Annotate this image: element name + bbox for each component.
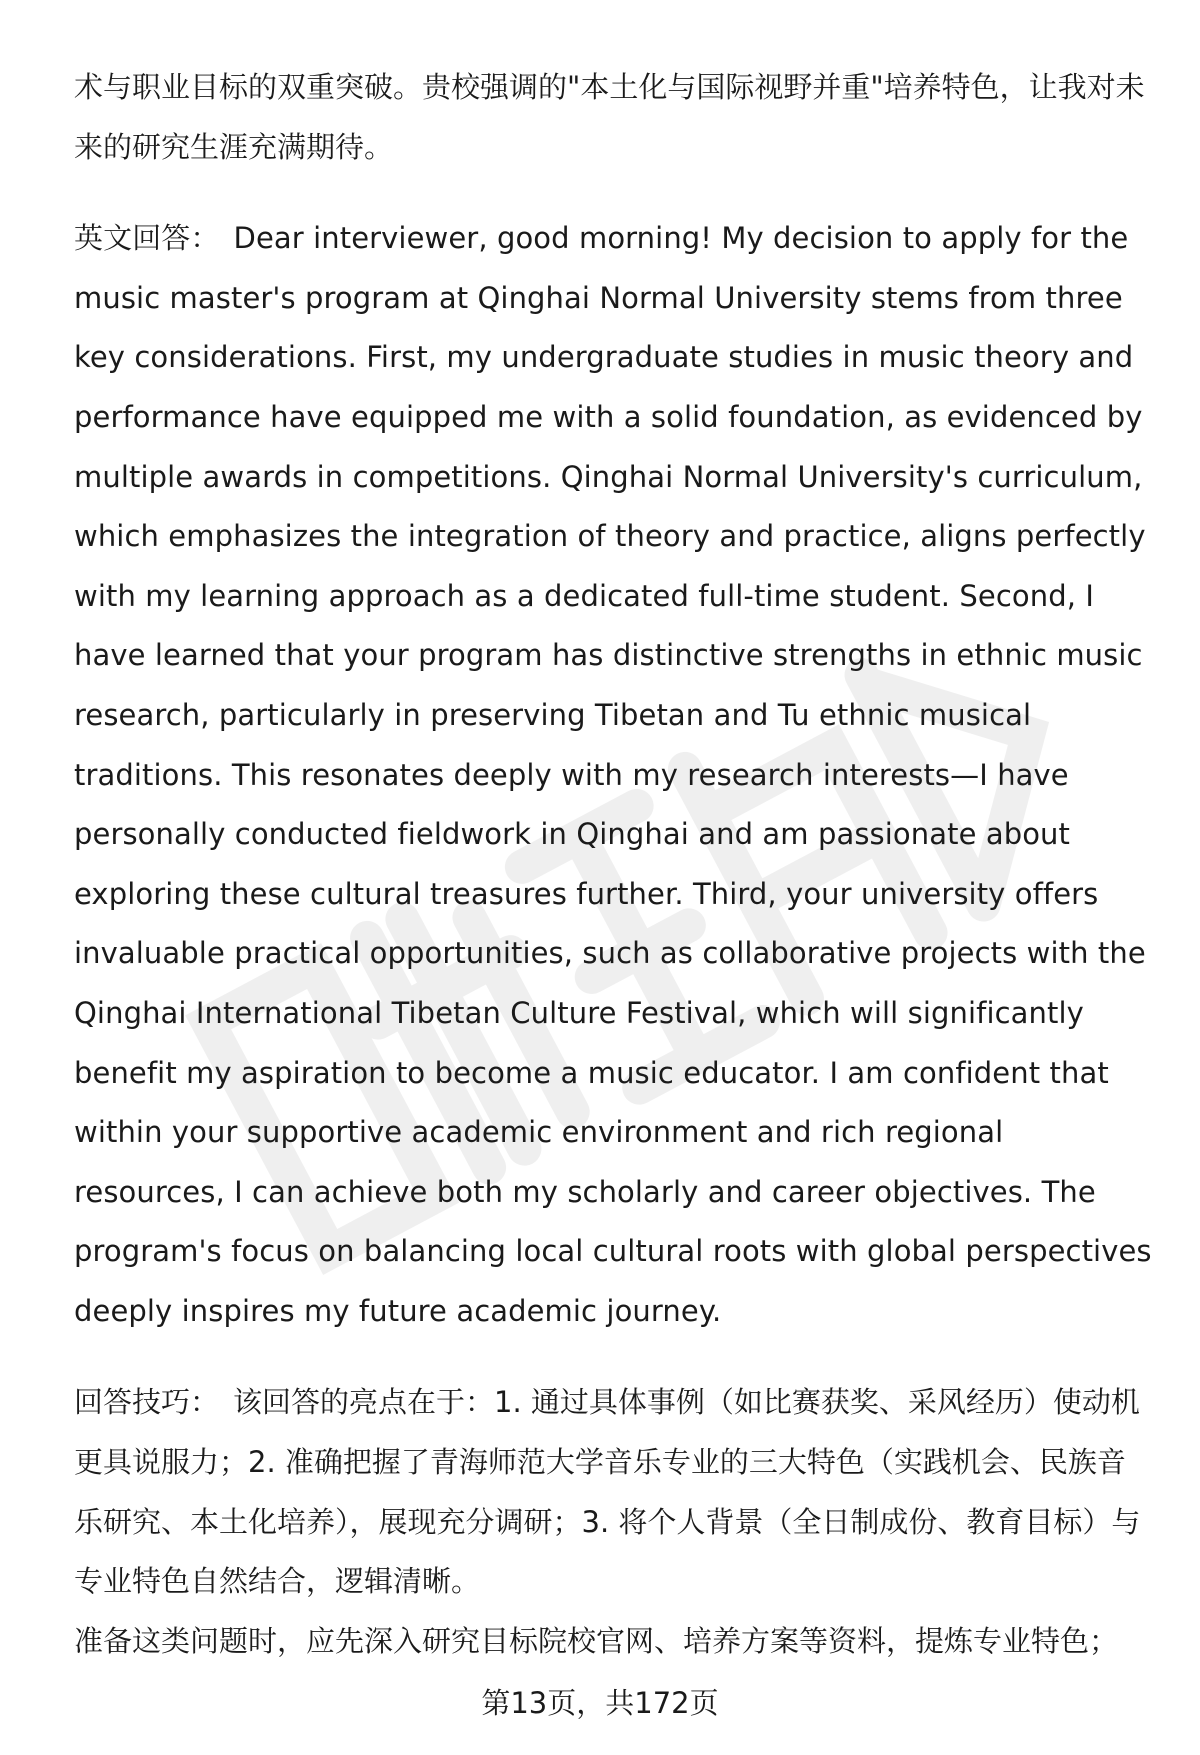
spacer [74, 177, 1154, 209]
tips-text: 该回答的亮点在于：1. 通过具体事例（如比赛获奖、采风经历）使动机更具说服力；2. 准确把握了青海师范大学音乐专业的三大特色（实践机会、民族音乐研究、本土化培养），展现充分调研；3. 将个人背景（全日制成份、教育目标）与专业特色自然结合，逻辑清晰。 [74, 1385, 1141, 1599]
spacer [74, 1341, 1154, 1373]
tips-label: 回答技巧： [74, 1385, 220, 1420]
prep-note-paragraph: 准备这类问题时，应先深入研究目标院校官网、培养方案等资料，提炼专业特色； [74, 1623, 1119, 1658]
english-answer-label: 英文回答： [74, 221, 220, 256]
page-number-footer: 第13页，共172页 [481, 1686, 719, 1720]
english-answer-text: Dear interviewer, good morning! My decision to apply for the music master's program at Qinghai Normal University stems from three key considerations. First, my undergraduate studies in music theory and performance have equipped me with a solid foundation, as evidenced by multiple awards in competitions. Qinghai Normal University's curriculum, which emphasizes the integration of theory and practice, aligns perfectly with my learning approach as a dedicated full-time student. Second, I have learned that your program has distinctive strengths in ethnic music research, particularly in preserving Tibetan and Tu ethnic musical traditions. This resonates deeply with my research interests—I have personally conducted fieldwork in Qinghai and am passionate about exploring these cultural treasures further. Third, your university offers invaluable practical opportunities, such as collaborative projects with the Qinghai International Tibetan Culture Festival, which will significantly benefit my aspiration to become a music educator. I am confident that within your supportive academic environment and rich regional resources, I can achieve both my scholarly and career objectives. The program's focus on balancing local cultural roots with global perspectives deeply inspires my future academic journey. [74, 221, 1152, 1328]
page-content [74, 58, 1154, 1671]
tips-paragraph [74, 1373, 1154, 1611]
english-answer-paragraph [74, 209, 1154, 1341]
intro-tail-paragraph: 术与职业目标的双重突破。贵校强调的"本土化与国际视野并重"培养特色，让我对未来的研究生涯充满期待。 [74, 70, 1145, 164]
